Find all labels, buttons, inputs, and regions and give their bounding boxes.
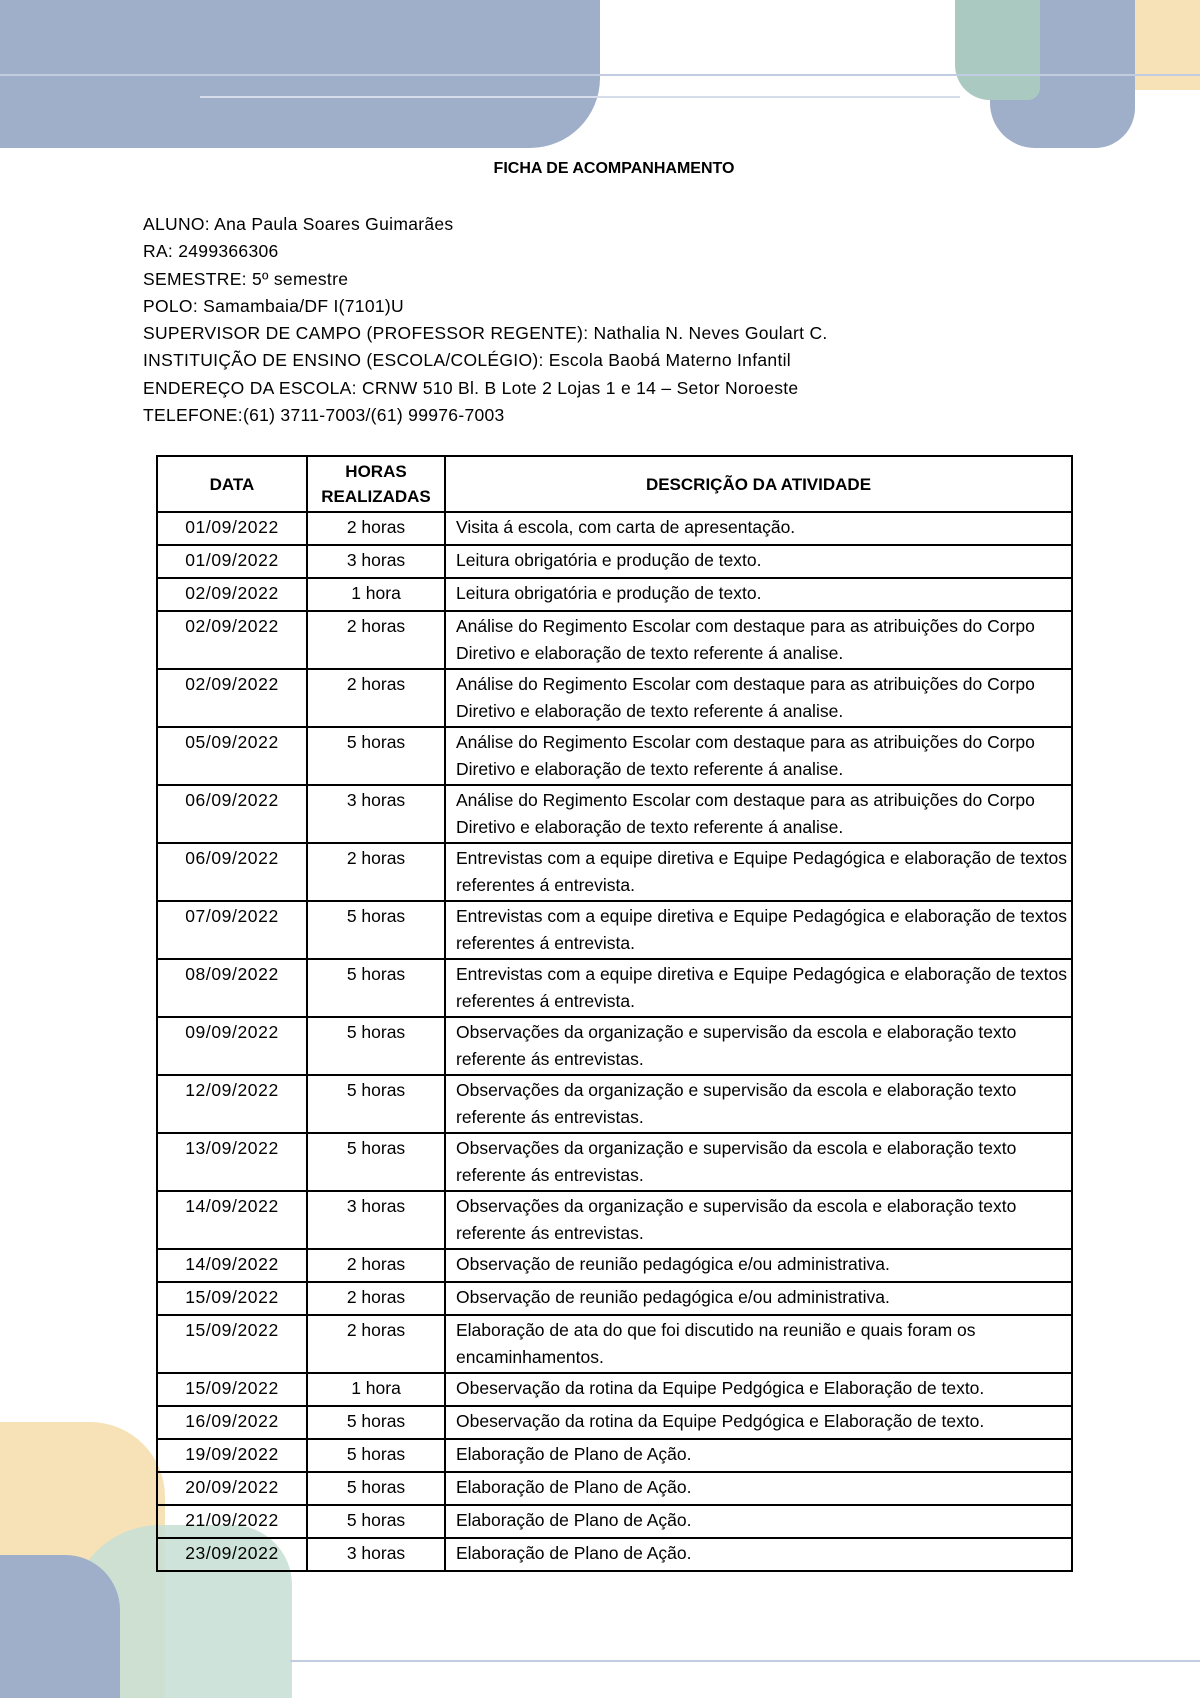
- cell-date: 02/09/2022: [157, 669, 307, 727]
- cell-description: Observação de reunião pedagógica e/ou administrativa.: [445, 1282, 1072, 1315]
- cell-hours: 5 horas: [307, 727, 445, 785]
- info-supervisor: SUPERVISOR DE CAMPO (PROFESSOR REGENTE): Nathalia N. Neves Goulart C.: [143, 323, 828, 344]
- cell-hours: 1 hora: [307, 1373, 445, 1406]
- table-row: [157, 1505, 1072, 1538]
- cell-date: 13/09/2022: [157, 1133, 307, 1191]
- table-row: [157, 1538, 1072, 1571]
- cell-description: Análise do Regimento Escolar com destaque para as atribuições do Corpo Diretivo e elaboração de texto referente á analise.: [445, 727, 1072, 785]
- cell-description: Análise do Regimento Escolar com destaque para as atribuições do Corpo Diretivo e elaboração de texto referente á analise.: [445, 669, 1072, 727]
- header-hours-line1: HORAS: [345, 462, 407, 481]
- table-row: [157, 785, 1072, 843]
- header-description: DESCRIÇÃO DA ATIVIDADE: [445, 456, 1072, 512]
- cell-date: 16/09/2022: [157, 1406, 307, 1439]
- header-hours: [307, 456, 445, 512]
- info-telefone: TELEFONE:(61) 3711-7003/(61) 99976-7003: [143, 405, 505, 426]
- header-hours-line2: REALIZADAS: [321, 487, 431, 506]
- table-header-row: [157, 456, 1072, 512]
- cell-hours: 5 horas: [307, 1075, 445, 1133]
- info-endereco: ENDEREÇO DA ESCOLA: CRNW 510 Bl. B Lote 2 Lojas 1 e 14 – Setor Noroeste: [143, 377, 799, 398]
- cell-date: 15/09/2022: [157, 1315, 307, 1373]
- table-row: [157, 959, 1072, 1017]
- activity-table: [156, 455, 1073, 1572]
- cell-date: 06/09/2022: [157, 843, 307, 901]
- cell-hours: 5 horas: [307, 1133, 445, 1191]
- cell-hours: 1 hora: [307, 578, 445, 611]
- cell-hours: 2 horas: [307, 512, 445, 545]
- cell-date: 12/09/2022: [157, 1075, 307, 1133]
- cell-hours: 2 horas: [307, 1249, 445, 1282]
- cell-description: Entrevistas com a equipe diretiva e Equipe Pedagógica e elaboração de textos referentes á entrevista.: [445, 901, 1072, 959]
- cell-date: 15/09/2022: [157, 1282, 307, 1315]
- cell-description: Elaboração de Plano de Ação.: [445, 1472, 1072, 1505]
- cell-description: Obeservação da rotina da Equipe Pedgógica e Elaboração de texto.: [445, 1373, 1072, 1406]
- cell-hours: 5 horas: [307, 1406, 445, 1439]
- table-row: [157, 727, 1072, 785]
- decorative-line-top: [0, 74, 1200, 76]
- cell-date: 02/09/2022: [157, 578, 307, 611]
- cell-hours: 3 horas: [307, 1191, 445, 1249]
- info-polo: POLO: Samambaia/DF I(7101)U: [143, 295, 404, 316]
- cell-description: Entrevistas com a equipe diretiva e Equipe Pedagógica e elaboração de textos referentes á entrevista.: [445, 959, 1072, 1017]
- cell-date: 19/09/2022: [157, 1439, 307, 1472]
- cell-hours: 5 horas: [307, 1017, 445, 1075]
- decorative-shape-green-top-right: [955, 0, 1040, 100]
- cell-date: 07/09/2022: [157, 901, 307, 959]
- cell-description: Visita á escola, com carta de apresentação.: [445, 512, 1072, 545]
- table-row: [157, 1472, 1072, 1505]
- page-title: FICHA DE ACOMPANHAMENTO: [493, 160, 735, 177]
- cell-date: 09/09/2022: [157, 1017, 307, 1075]
- cell-description: Entrevistas com a equipe diretiva e Equipe Pedagógica e elaboração de textos referentes á entrevista.: [445, 843, 1072, 901]
- decorative-line-top-secondary: [200, 96, 960, 98]
- table-row: [157, 1249, 1072, 1282]
- cell-hours: 2 horas: [307, 1282, 445, 1315]
- cell-description: Elaboração de Plano de Ação.: [445, 1439, 1072, 1472]
- cell-date: 23/09/2022: [157, 1538, 307, 1571]
- cell-date: 14/09/2022: [157, 1249, 307, 1282]
- cell-description: Obeservação da rotina da Equipe Pedgógica e Elaboração de texto.: [445, 1406, 1072, 1439]
- info-instituicao: INSTITUIÇÃO DE ENSINO (ESCOLA/COLÉGIO): Escola Baobá Materno Infantil: [143, 350, 791, 371]
- cell-hours: 5 horas: [307, 959, 445, 1017]
- table-row: [157, 1315, 1072, 1373]
- cell-description: Observação de reunião pedagógica e/ou administrativa.: [445, 1249, 1072, 1282]
- cell-description: Elaboração de ata do que foi discutido na reunião e quais foram os encaminhamentos.: [445, 1315, 1072, 1373]
- table-row: [157, 1075, 1072, 1133]
- cell-hours: 5 horas: [307, 901, 445, 959]
- table-row: [157, 1133, 1072, 1191]
- cell-description: Elaboração de Plano de Ação.: [445, 1505, 1072, 1538]
- cell-date: 01/09/2022: [157, 545, 307, 578]
- cell-description: Análise do Regimento Escolar com destaque para as atribuições do Corpo Diretivo e elaboração de texto referente á analise.: [445, 611, 1072, 669]
- cell-description: Leitura obrigatória e produção de texto.: [445, 545, 1072, 578]
- decorative-line-bottom: [290, 1660, 1200, 1662]
- cell-hours: 5 horas: [307, 1439, 445, 1472]
- table-row: [157, 611, 1072, 669]
- cell-date: 01/09/2022: [157, 512, 307, 545]
- cell-date: 02/09/2022: [157, 611, 307, 669]
- cell-hours: 3 horas: [307, 545, 445, 578]
- table-row: [157, 545, 1072, 578]
- cell-hours: 2 horas: [307, 843, 445, 901]
- cell-date: 08/09/2022: [157, 959, 307, 1017]
- decorative-shape-blue-bottom-left: [0, 1555, 120, 1698]
- table-row: [157, 1406, 1072, 1439]
- table-row: [157, 1439, 1072, 1472]
- cell-hours: 2 horas: [307, 611, 445, 669]
- cell-hours: 3 horas: [307, 785, 445, 843]
- cell-description: Observações da organização e supervisão da escola e elaboração texto referente ás entrevistas.: [445, 1017, 1072, 1075]
- student-info: [143, 211, 828, 429]
- cell-date: 06/09/2022: [157, 785, 307, 843]
- cell-description: Leitura obrigatória e produção de texto.: [445, 578, 1072, 611]
- cell-date: 15/09/2022: [157, 1373, 307, 1406]
- table-row: [157, 1017, 1072, 1075]
- table-row: [157, 901, 1072, 959]
- cell-description: Análise do Regimento Escolar com destaque para as atribuições do Corpo Diretivo e elaboração de texto referente á analise.: [445, 785, 1072, 843]
- cell-description: Observações da organização e supervisão da escola e elaboração texto referente ás entrevistas.: [445, 1191, 1072, 1249]
- info-aluno: ALUNO: Ana Paula Soares Guimarães: [143, 214, 454, 234]
- cell-hours: 2 horas: [307, 669, 445, 727]
- table-row: [157, 512, 1072, 545]
- cell-hours: 5 horas: [307, 1505, 445, 1538]
- table-row: [157, 1373, 1072, 1406]
- cell-hours: 3 horas: [307, 1538, 445, 1571]
- table-row: [157, 578, 1072, 611]
- cell-description: Elaboração de Plano de Ação.: [445, 1538, 1072, 1571]
- header-date: DATA: [157, 456, 307, 512]
- cell-date: 14/09/2022: [157, 1191, 307, 1249]
- cell-date: 20/09/2022: [157, 1472, 307, 1505]
- table-row: [157, 1191, 1072, 1249]
- cell-description: Observações da organização e supervisão da escola e elaboração texto referente ás entrevistas.: [445, 1075, 1072, 1133]
- table-row: [157, 669, 1072, 727]
- table-row: [157, 843, 1072, 901]
- cell-description: Observações da organização e supervisão da escola e elaboração texto referente ás entrevistas.: [445, 1133, 1072, 1191]
- cell-date: 21/09/2022: [157, 1505, 307, 1538]
- info-ra: RA: 2499366306: [143, 241, 279, 262]
- info-semestre: SEMESTRE: 5º semestre: [143, 268, 349, 289]
- cell-hours: 2 horas: [307, 1315, 445, 1373]
- table-row: [157, 1282, 1072, 1315]
- cell-hours: 5 horas: [307, 1472, 445, 1505]
- cell-date: 05/09/2022: [157, 727, 307, 785]
